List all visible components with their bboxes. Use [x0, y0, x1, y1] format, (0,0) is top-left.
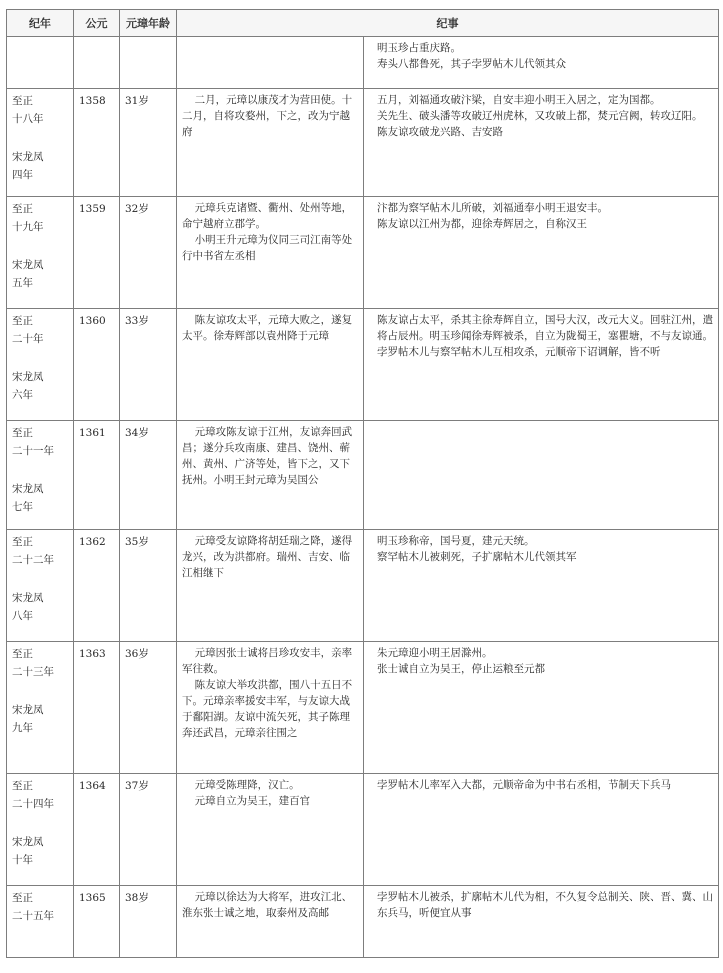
year-value: 1365	[79, 892, 106, 904]
world-event: 孛罗帖木儿率军入大都，元顺帝命为中书右丞相，节制天下兵马	[377, 779, 671, 791]
age-cell	[120, 642, 177, 774]
world-event: 寿头八都鲁死，其子孛罗帖木儿代领其众	[377, 58, 566, 70]
year-cell	[74, 886, 120, 958]
age-cell	[120, 197, 177, 309]
personal-events-cell	[177, 886, 364, 958]
personal-events-cell	[177, 37, 364, 89]
era-line: 至正	[12, 427, 33, 439]
personal-events-cell	[177, 530, 364, 642]
personal-event: 陈友谅攻太平，元璋大败之，遂复太平。徐寿辉部以袁州降于元璋	[182, 314, 353, 342]
year-cell	[74, 421, 120, 530]
year-value: 1361	[79, 427, 106, 439]
world-events-cell	[364, 37, 719, 89]
age-cell	[120, 530, 177, 642]
personal-event: 陈友谅大举攻洪都，围八十五日不下。元璋亲率援安丰军，与友谅大战于鄱阳湖。友谅中流矢死，其子陈理奔还武昌，元璋亲往围之	[182, 679, 353, 739]
world-event: 汴都为察罕帖木儿所破，刘福通奉小明王退安丰。	[377, 202, 608, 214]
world-events-cell	[364, 530, 719, 642]
age-value: 35岁	[125, 536, 149, 548]
personal-event: 元璋自立为吴王，建百官	[194, 795, 311, 807]
world-events-cell	[364, 89, 719, 197]
era-line: 至正	[12, 892, 33, 904]
world-events-cell	[364, 774, 719, 886]
era-line: 十九年	[12, 221, 44, 233]
year-value: 1359	[79, 203, 106, 215]
era-line: 二十年	[12, 333, 44, 345]
era-line: 至正	[12, 536, 33, 548]
age-value: 36岁	[125, 648, 149, 660]
header-row	[7, 10, 719, 37]
personal-event: 元璋以徐达为大将军，进攻江北、淮东张士诚之地，取泰州及高邮	[182, 891, 353, 919]
era-spacer	[12, 813, 68, 833]
table-row	[7, 642, 719, 774]
year-value: 1360	[79, 315, 106, 327]
year-cell	[74, 530, 120, 642]
age-cell	[120, 886, 177, 958]
table-row	[7, 530, 719, 642]
year-cell	[74, 774, 120, 886]
era-line: 二十四年	[12, 798, 54, 810]
world-events-cell	[364, 421, 719, 530]
age-value: 32岁	[125, 203, 149, 215]
era-line: 七年	[12, 501, 33, 513]
world-events-cell	[364, 642, 719, 774]
world-event: 张士诚自立为吴王，停止运粮至元都	[377, 663, 545, 675]
era-spacer	[12, 236, 68, 256]
era-line: 五年	[12, 277, 33, 289]
era-line: 八年	[12, 610, 33, 622]
era-line: 宋龙凤	[12, 836, 44, 848]
world-events-cell	[364, 886, 719, 958]
era-cell	[7, 421, 74, 530]
table-row	[7, 197, 719, 309]
header-era: 纪年	[7, 10, 74, 37]
age-cell	[120, 309, 177, 421]
era-line: 宋龙凤	[12, 483, 44, 495]
era-line: 二十五年	[12, 910, 54, 922]
era-line: 宋龙凤	[12, 259, 44, 271]
era-cell	[7, 37, 74, 89]
chronology-table	[6, 9, 719, 958]
personal-events-cell	[177, 774, 364, 886]
year-value: 1362	[79, 536, 106, 548]
era-spacer	[12, 569, 68, 589]
era-line: 二十二年	[12, 554, 54, 566]
era-line: 至正	[12, 315, 33, 327]
era-line: 至正	[12, 95, 33, 107]
world-event: 察罕帖木儿被刺死，子扩廓帖木儿代领其军	[377, 551, 577, 563]
personal-event: 小明王升元璋为仪同三司江南等处行中书省左丞相	[182, 234, 353, 262]
world-event: 陈友谅攻破龙兴路、吉安路	[377, 126, 503, 138]
table-row	[7, 89, 719, 197]
personal-events-cell	[177, 89, 364, 197]
era-spacer	[12, 681, 68, 701]
year-cell	[74, 309, 120, 421]
age-cell	[120, 421, 177, 530]
year-value: 1358	[79, 95, 106, 107]
age-value: 37岁	[125, 780, 149, 792]
world-event: 朱元璋迎小明王居滁州。	[377, 647, 493, 659]
table-row	[7, 309, 719, 421]
era-line: 宋龙凤	[12, 151, 44, 163]
year-cell	[74, 89, 120, 197]
world-event: 五月，刘福通攻破汴梁，自安丰迎小明王入居之，定为国都。	[377, 94, 661, 106]
era-line: 四年	[12, 169, 33, 181]
era-cell	[7, 197, 74, 309]
world-event: 孛罗帖木儿被杀，扩廓帖木儿代为相，不久复令总制关、陕、晋、冀、山东兵马，听便宜从事	[377, 891, 713, 919]
age-cell	[120, 37, 177, 89]
era-cell	[7, 774, 74, 886]
age-value: 34岁	[125, 427, 149, 439]
table-body	[7, 37, 719, 958]
era-line: 宋龙凤	[12, 592, 44, 604]
era-cell	[7, 89, 74, 197]
year-cell	[74, 642, 120, 774]
era-line: 二十一年	[12, 445, 54, 457]
world-event: 陈友谅以江州为都，迎徐寿辉居之，自称汉王	[377, 218, 587, 230]
era-spacer	[12, 128, 68, 148]
header-year: 公元	[74, 10, 120, 37]
age-value: 38岁	[125, 892, 149, 904]
era-line: 至正	[12, 648, 33, 660]
world-events-cell	[364, 197, 719, 309]
year-value: 1364	[79, 780, 106, 792]
age-value: 33岁	[125, 315, 149, 327]
era-line: 宋龙凤	[12, 704, 44, 716]
world-event: 明玉珍称帝，国号夏，建元天统。	[377, 535, 535, 547]
personal-event: 元璋受陈理降，汉亡。	[194, 779, 300, 791]
era-line: 十八年	[12, 113, 44, 125]
era-spacer	[12, 460, 68, 480]
world-event: 孛罗帖木儿与察罕帖木儿互相攻杀，元顺帝下诏调解，皆不听	[377, 346, 661, 358]
table-row	[7, 37, 719, 89]
table-row	[7, 421, 719, 530]
table-row	[7, 886, 719, 958]
personal-events-cell	[177, 309, 364, 421]
age-value: 31岁	[125, 95, 149, 107]
era-cell	[7, 530, 74, 642]
era-line: 二十三年	[12, 666, 54, 678]
personal-event: 元璋攻陈友谅于江州，友谅奔回武昌；遂分兵攻南康、建昌、饶州、蕲州、黄州、广济等处，皆下之，又下抚州。小明王封元璋为吴国公	[182, 426, 353, 486]
era-cell	[7, 886, 74, 958]
personal-events-cell	[177, 421, 364, 530]
age-cell	[120, 774, 177, 886]
era-line: 六年	[12, 389, 33, 401]
world-event: 关先生、破头潘等攻破辽州虎林，又攻破上都，焚元宫阙，转攻辽阳。	[377, 110, 703, 122]
age-cell	[120, 89, 177, 197]
era-line: 宋龙凤	[12, 371, 44, 383]
header-events: 纪事	[177, 10, 719, 37]
era-line: 九年	[12, 722, 33, 734]
personal-event: 元璋兵克诸暨、衢州、处州等地，命宁越府立郡学。	[182, 202, 353, 230]
world-event: 明玉珍占重庆路。	[377, 42, 461, 54]
personal-event: 元璋受友谅降将胡廷瑞之降，遂得龙兴，改为洪都府。瑞州、吉安、临江相继下	[182, 535, 353, 579]
table-row	[7, 774, 719, 886]
header-age: 元璋年龄	[120, 10, 177, 37]
world-events-cell	[364, 309, 719, 421]
personal-event: 元璋因张士诚将吕珍攻安丰，亲率军往救。	[182, 647, 353, 675]
personal-event: 二月，元璋以康茂才为营田使。十二月，自将攻婺州，下之，改为宁越府	[182, 94, 353, 138]
era-cell	[7, 309, 74, 421]
era-spacer	[12, 348, 68, 368]
era-line: 十年	[12, 854, 33, 866]
era-line: 至正	[12, 203, 33, 215]
personal-events-cell	[177, 197, 364, 309]
year-cell	[74, 37, 120, 89]
year-value: 1363	[79, 648, 106, 660]
era-line: 至正	[12, 780, 33, 792]
year-cell	[74, 197, 120, 309]
world-event: 陈友谅占太平，杀其主徐寿辉自立，国号大汉，改元大义。回驻江州，遣将占辰州。明玉珍闻徐寿辉被杀，自立为陇蜀王，塞瞿塘，不与友谅通。	[377, 314, 713, 342]
era-cell	[7, 642, 74, 774]
personal-events-cell	[177, 642, 364, 774]
